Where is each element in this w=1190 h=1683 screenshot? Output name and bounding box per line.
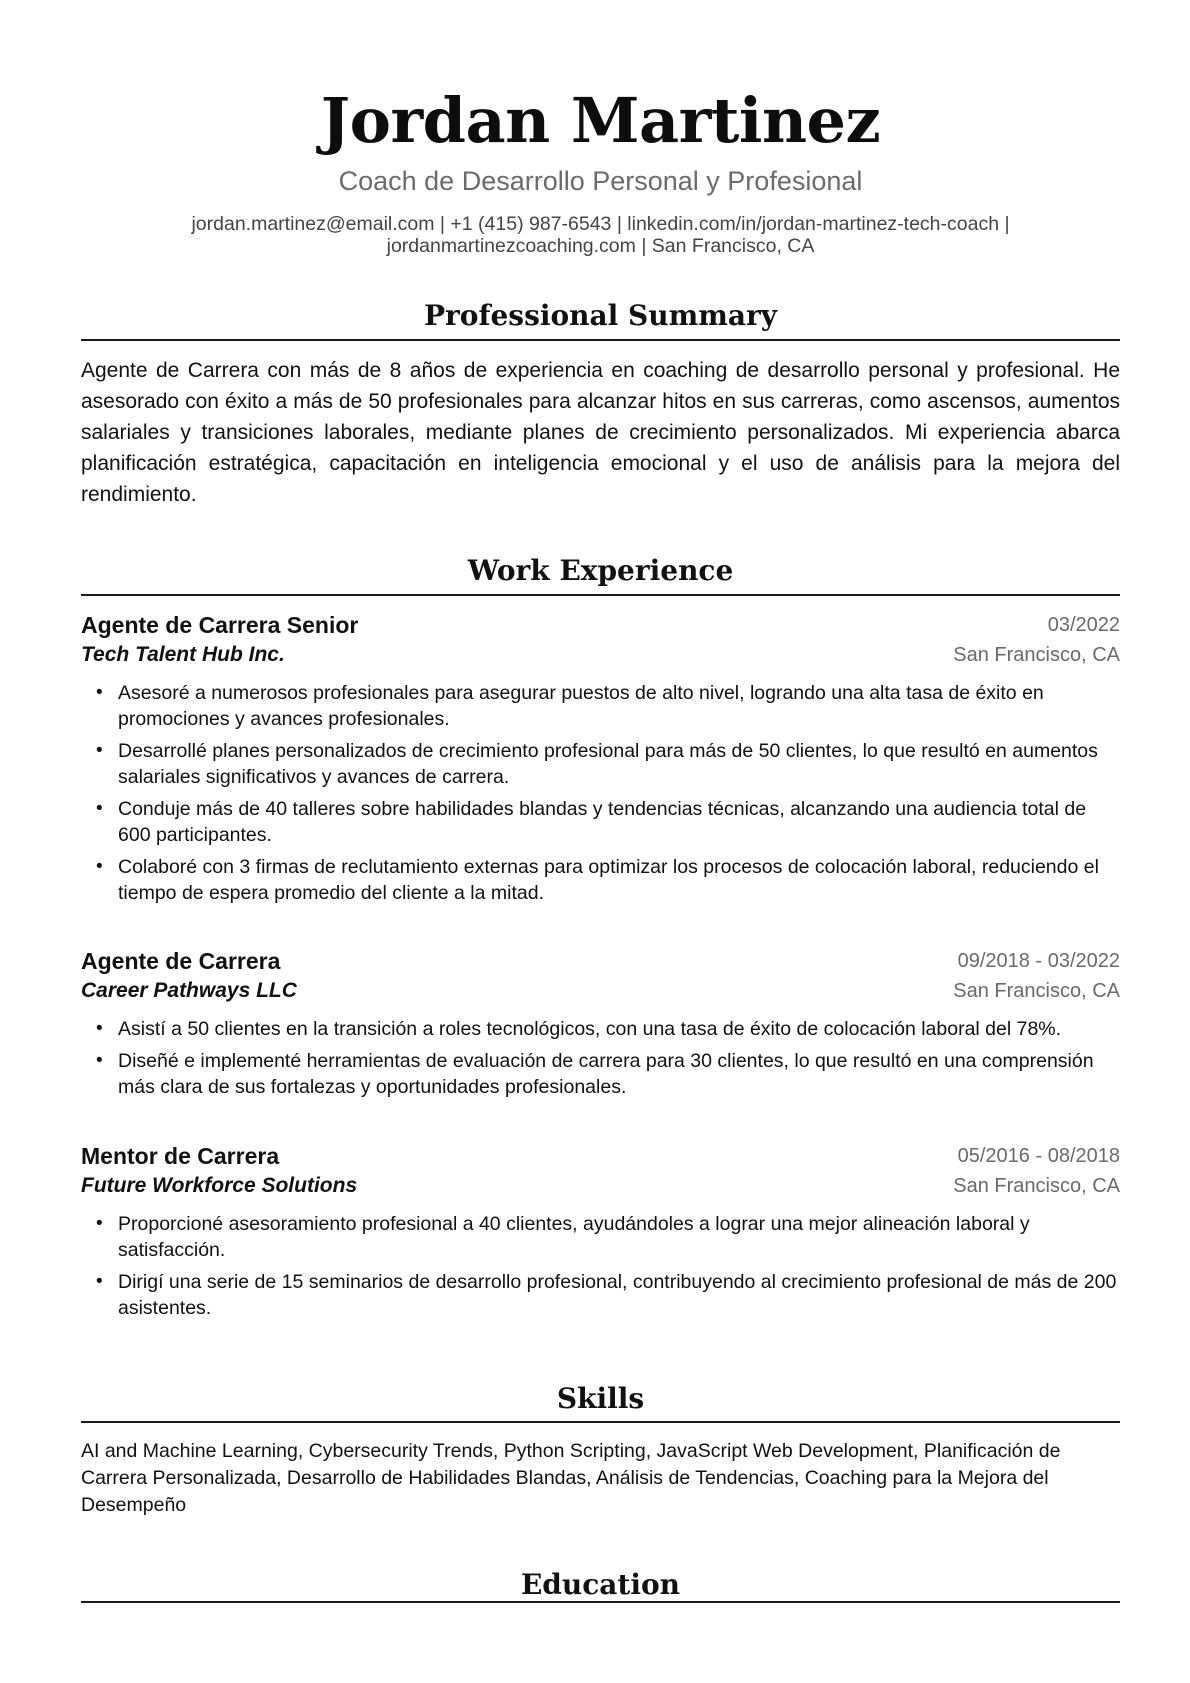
job-title: Agente de Carrera <box>81 948 281 974</box>
job-bullets <box>81 1211 1120 1321</box>
skills-divider <box>81 1421 1120 1423</box>
job-entry <box>81 610 1120 912</box>
summary-divider <box>81 339 1120 341</box>
job-header <box>81 610 1120 640</box>
summary-text: Agente de Carrera con más de 8 años de experiencia en coaching de desarrollo personal y profesional. He asesorado con éxito a más de 50 profesionales para alcanzar hitos en sus carreras, como ascensos, aumentos salariales y transiciones laborales, mediante planes de crecimiento personalizados. Mi experiencia abarca planificación estratégica, capacitación en inteligencia emocional y el uso de análisis para la mejora del rendimiento. <box>81 359 1120 506</box>
job-bullet: • Asesoré a numerosos profesionales para asegurar puestos de alto nivel, logrando una alta tasa de éxito en promociones y avances profesionales. <box>96 682 1044 730</box>
job-subheader <box>81 640 1120 670</box>
job-subheader <box>81 1171 1120 1201</box>
experience-divider <box>81 594 1120 596</box>
job-bullets <box>81 1016 1120 1100</box>
job-location: San Francisco, CA <box>953 644 1120 666</box>
bullet-dot-icon: • <box>96 798 103 819</box>
job-location: San Francisco, CA <box>953 1175 1120 1197</box>
job-date: 03/2022 <box>1047 614 1120 636</box>
candidate-headline: Coach de Desarrollo Personal y Profesional <box>338 166 863 196</box>
job-location: San Francisco, CA <box>953 980 1120 1002</box>
candidate-name: Jordan Martinez <box>320 84 881 157</box>
job-company: Future Workforce Solutions <box>81 1174 358 1197</box>
job-company: Career Pathways LLC <box>81 979 297 1002</box>
job-entry <box>81 946 1120 1106</box>
job-date: 05/2016 - 08/2018 <box>957 1145 1120 1167</box>
summary-heading: Professional Summary <box>423 299 778 332</box>
bullet-dot-icon: • <box>96 1271 103 1292</box>
bullet-dot-icon: • <box>96 1213 103 1234</box>
contact-line-1: jordan.martinez@email.com | +1 (415) 987-6543 | linkedin.com/in/jordan-martinez-tech-coach | <box>191 213 1010 235</box>
job-title: Agente de Carrera Senior <box>81 612 359 638</box>
job-bullet: • Conduje más de 40 talleres sobre habilidades blandas y tendencias técnicas, alcanzando una audiencia total de 600 participantes. <box>96 798 1087 846</box>
job-bullet: • Proporcioné asesoramiento profesional a 40 clientes, ayudándoles a lograr una mejor alineación laboral y satisfacción. <box>96 1213 1030 1261</box>
education-divider <box>81 1601 1120 1603</box>
job-bullet: • Asistí a 50 clientes en la transición a roles tecnológicos, con una tasa de éxito de colocación laboral del 78%. <box>96 1018 1062 1040</box>
skills-heading: Skills <box>556 1382 645 1415</box>
bullet-dot-icon: • <box>96 856 103 877</box>
skills-text: AI and Machine Learning, Cybersecurity Trends, Python Scripting, JavaScript Web Development, Planificación de Carrera Personalizada, Desarrollo de Habilidades Blandas, Análisis de Tendencias, Coaching para la Mejora del Desempeño <box>81 1440 1061 1516</box>
job-bullets <box>81 680 1120 906</box>
job-bullet: • Dirigí una serie de 15 seminarios de desarrollo profesional, contribuyendo al crecimiento profesional de más de 200 asistentes. <box>96 1271 1117 1319</box>
job-bullet: • Colaboré con 3 firmas de reclutamiento externas para optimizar los procesos de colocación laboral, reduciendo el tiempo de espera promedio del cliente a la mitad. <box>96 856 1099 904</box>
job-bullet: • Diseñé e implementé herramientas de evaluación de carrera para 30 clientes, lo que resultó en una comprensión más clara de sus fortalezas y oportunidades profesionales. <box>96 1050 1094 1098</box>
job-entry <box>81 1141 1120 1327</box>
bullet-dot-icon: • <box>96 1018 103 1039</box>
job-header <box>81 946 1120 976</box>
job-title: Mentor de Carrera <box>81 1143 280 1169</box>
job-company: Tech Talent Hub Inc. <box>81 643 285 666</box>
bullet-dot-icon: • <box>96 1050 103 1071</box>
job-date: 09/2018 - 03/2022 <box>957 950 1120 972</box>
job-header <box>81 1141 1120 1171</box>
experience-heading: Work Experience <box>467 554 734 587</box>
job-bullet: • Desarrollé planes personalizados de crecimiento profesional para más de 50 clientes, lo que resultó en aumentos salariales significativos y avances de carrera. <box>96 740 1098 788</box>
job-subheader <box>81 976 1120 1006</box>
education-heading: Education <box>520 1568 681 1601</box>
bullet-dot-icon: • <box>96 740 103 761</box>
contact-info <box>81 213 1120 257</box>
bullet-dot-icon: • <box>96 682 103 703</box>
contact-line-2: jordanmartinezcoaching.com | San Francisco, CA <box>386 235 815 257</box>
